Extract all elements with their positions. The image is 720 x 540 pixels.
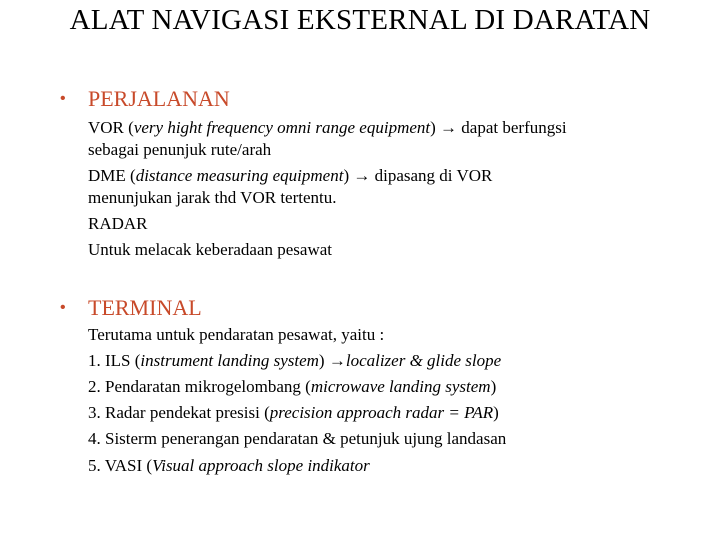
text-segment: RADAR (88, 214, 148, 233)
text-segment: ) → dapat berfungsi (430, 118, 567, 137)
text-segment: 3. Radar pendekat presisi ( (88, 403, 270, 422)
text-segment: Untuk melacak keberadaan pesawat (88, 240, 333, 259)
text-line (88, 351, 501, 371)
text-line (88, 118, 567, 138)
text-segment: 2. Pendaratan mikrogelombang ( (88, 377, 311, 396)
bullet-icon: • (60, 90, 66, 107)
text-segment: Terutama untuk pendaratan pesawat, yaitu : (88, 325, 385, 344)
italic-term: instrument landing system (140, 351, 319, 370)
text-segment: 5. VASI ( (88, 456, 153, 475)
italic-term: Visual approach slope indikator (152, 456, 370, 475)
heading-text: TERMINAL (88, 295, 202, 320)
italic-term: distance measuring equipment (135, 166, 344, 185)
text-segment: ) (493, 403, 499, 422)
text-line (88, 140, 271, 160)
bullet-icon: • (60, 299, 66, 316)
text-segment: ) → (318, 351, 346, 370)
text-line (88, 166, 492, 186)
section-heading-perjalanan (60, 86, 230, 112)
text-line (88, 377, 496, 397)
italic-term: microwave landing system (310, 377, 491, 396)
text-segment: VOR ( (88, 118, 134, 137)
italic-term: very hight frequency omni range equipment (133, 118, 431, 137)
text-line (88, 240, 332, 260)
slide-title: ALAT NAVIGASI EKSTERNAL DI DARATAN (69, 4, 651, 36)
text-segment: 4. Sisterm penerangan pendaratan & petunjuk ujung landasan (88, 429, 507, 448)
text-segment: 1. ILS ( (88, 351, 141, 370)
text-line (88, 188, 337, 208)
text-line (88, 403, 499, 423)
text-line (88, 214, 148, 234)
italic-term: precision approach radar = PAR (269, 403, 494, 422)
text-line (88, 429, 506, 449)
text-segment: DME ( (88, 166, 136, 185)
heading-text: PERJALANAN (88, 86, 230, 111)
text-line (88, 456, 370, 476)
text-segment: ) → dipasang di VOR (343, 166, 493, 185)
text-segment: menunjukan jarak thd VOR tertentu. (88, 188, 337, 207)
section-heading-terminal (60, 295, 202, 321)
italic-term: localizer & glide slope (345, 351, 502, 370)
text-segment: sebagai penunjuk rute/arah (88, 140, 272, 159)
text-segment: ) (490, 377, 497, 396)
text-line (88, 325, 384, 345)
